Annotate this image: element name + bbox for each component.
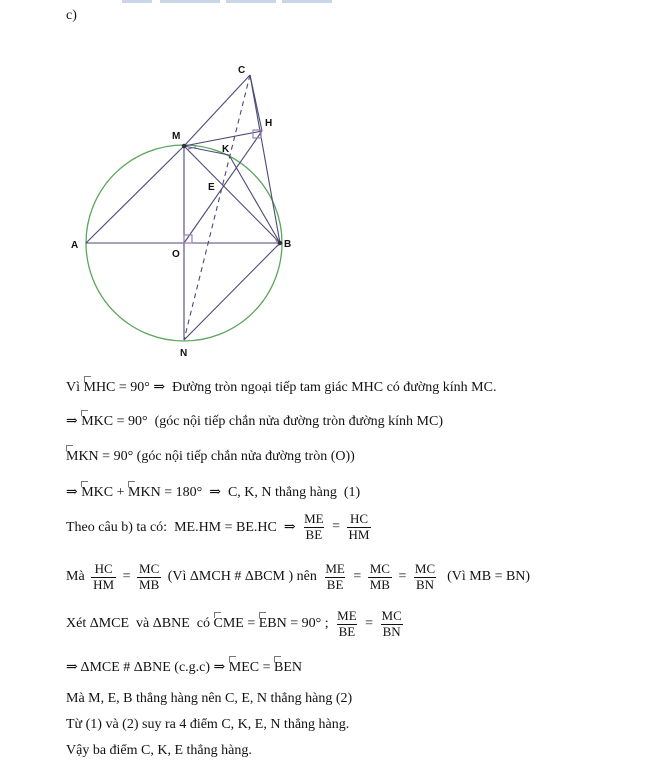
angle-label: MKN (128, 484, 161, 500)
fraction: $\frac{HC}{HM}$ (93, 561, 115, 592)
segment-am (86, 146, 184, 243)
point-label-n: N (180, 348, 188, 359)
point-label-b: B (284, 239, 292, 250)
geometry-figure (0, 0, 660, 370)
fraction: $\frac{ME}{BE}$ (337, 608, 357, 639)
angle-label: MKN (66, 449, 99, 464)
fraction: $\frac{MC}{MB}$ (369, 561, 390, 592)
proof-line-5: Theo câu b) ta có: ME.HM = BE.HC ⇒ $\frac{ME}{BE}$ = $\frac{HC}{HM}$ (66, 511, 370, 542)
proof-line-2: ⇒ MKC = 90° (góc nội tiếp chắn nửa đường tròn đường kính MC) (66, 413, 443, 429)
angle-label: EBN (258, 616, 287, 632)
angle-label: BEN (274, 659, 303, 675)
fraction: $\frac{MC}{BN}$ (414, 561, 436, 592)
proof-line-9: Mà M, E, B thẳng hàng nên C, E, N thẳng hàng (2) (66, 691, 353, 706)
proof-line-1: Vì MHC = 90° ⇒ Đường tròn ngoại tiếp tam giác MHC có đường kính MC. (66, 379, 497, 395)
point-label-k: K (222, 144, 230, 155)
proof-line-8: ⇒ ΔMCE # ΔBNE (c.g.c) ⇒ MEC = BEN (66, 659, 303, 675)
proof-line-10: Từ (1) và (2) suy ra 4 điểm C, K, E, N thẳng hàng. (66, 717, 350, 732)
segment-ch (250, 75, 262, 131)
point-label-e: E (208, 182, 215, 193)
point-m-dot (182, 144, 186, 148)
fraction: $\frac{MC}{MB}$ (139, 561, 160, 592)
angle-label: MKC (81, 484, 114, 500)
proof-line-4: ⇒ MKC + MKN = 180° ⇒ C, K, N thẳng hàng (1) (66, 484, 361, 500)
angle-label: MKC (81, 413, 114, 429)
fraction: $\frac{ME}{BE}$ (304, 511, 324, 542)
point-label-m: M (172, 131, 181, 142)
fraction: $\frac{HC}{HM}$ (348, 511, 370, 542)
point-label-h: H (265, 118, 273, 129)
segment-cn-dashed (184, 75, 250, 340)
point-label-c: C (238, 65, 246, 76)
proof-line-6: Mà $\frac{HC}{HM}$ = $\frac{MC}{MB}$ (Vì ΔMCH # ΔBCM ) nên $\frac{ME}{BE}$ = $\frac{MC}{MB}$ = $\frac{MC}{BN}$ (Vì MB = BN) (66, 561, 531, 592)
part-label: c) (66, 8, 77, 23)
fraction: $\frac{ME}{BE}$ (325, 561, 345, 592)
point-label-a: A (71, 240, 79, 251)
proof-line-11: Vậy ba điểm C, K, E thẳng hàng. (66, 743, 252, 758)
point-b-dot (278, 241, 282, 245)
proof-line-7: Xét ΔMCE và ΔBNE có CME = EBN = 90° ; $\frac{ME}{BE}$ = $\frac{MC}{BN}$ (66, 608, 402, 639)
fraction: $\frac{MC}{BN}$ (381, 608, 402, 639)
angle-label: MEC (228, 659, 260, 675)
angle-label: MHC (83, 379, 116, 395)
point-label-o: O (172, 249, 180, 260)
segment-nb (184, 243, 280, 340)
proof-line-3: MKN = 90° (góc nội tiếp chắn nửa đường tròn (O)) (66, 449, 355, 464)
angle-label: CME (213, 616, 244, 632)
